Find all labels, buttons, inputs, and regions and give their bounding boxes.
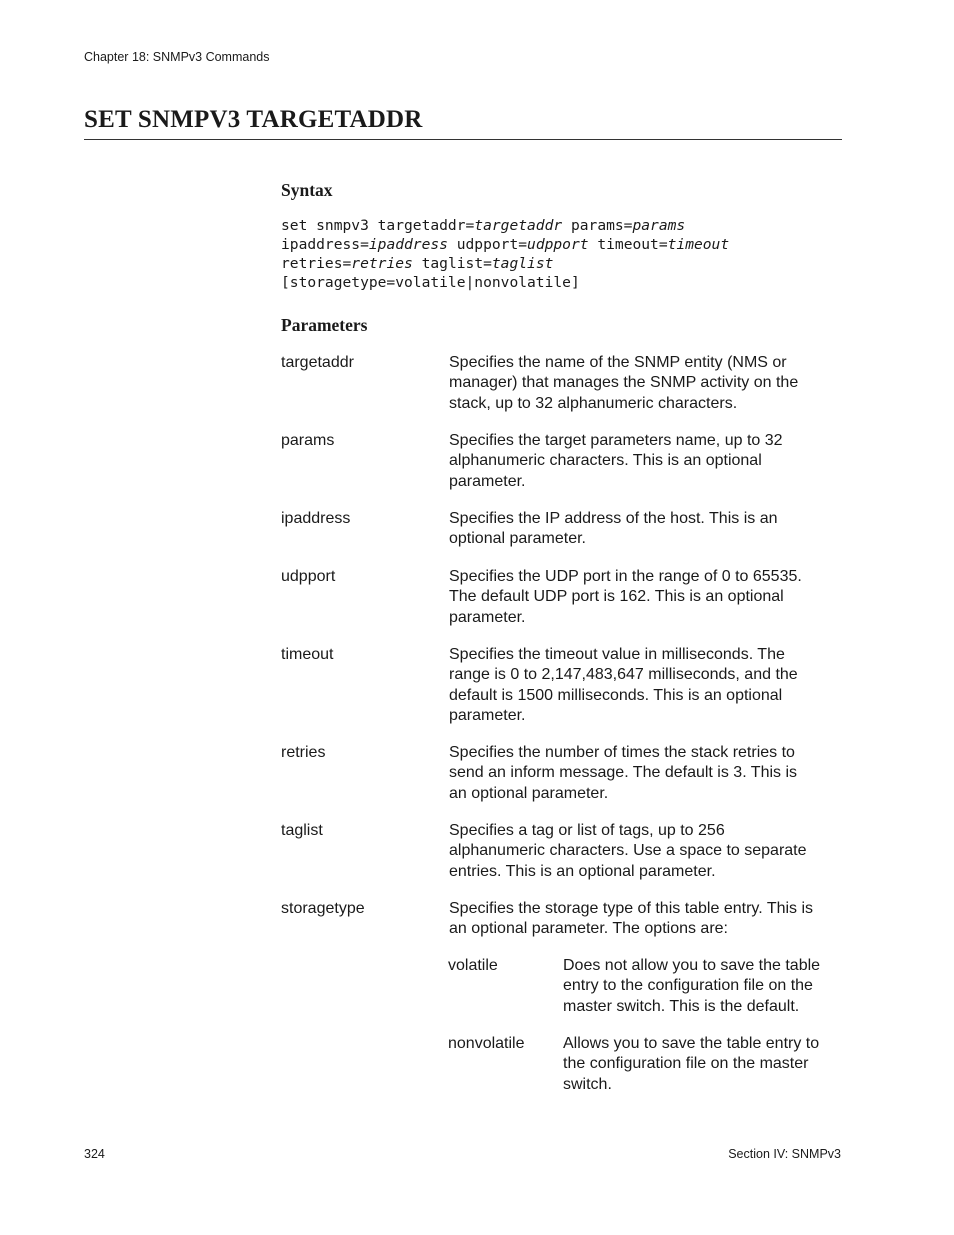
desc-line: Specifies the storage type of this table entry. This is	[449, 900, 814, 917]
param-name: timeout	[281, 646, 334, 663]
param-name: targetaddr	[281, 354, 354, 371]
syntax-placeholder: targetaddr	[474, 217, 563, 234]
param-description	[449, 645, 843, 726]
syntax-literal: params=	[562, 217, 633, 234]
desc-line: an optional parameter. The options are:	[449, 920, 728, 938]
desc-line: the configuration file on the master	[563, 1055, 809, 1073]
syntax-line	[281, 273, 841, 292]
syntax-literal: ipaddress=	[281, 236, 369, 253]
syntax-line	[281, 235, 841, 254]
param-description	[449, 899, 843, 940]
param-description	[449, 821, 843, 882]
syntax-literal: udpport=	[447, 236, 528, 253]
option-description	[563, 1034, 845, 1095]
desc-line: an optional parameter.	[449, 784, 609, 802]
desc-line: stack, up to 32 alphanumeric characters.	[449, 394, 738, 412]
param-name: retries	[281, 744, 326, 761]
desc-line: manager) that manages the SNMP activity on the	[449, 374, 799, 392]
syntax-placeholder: ipaddress	[368, 236, 448, 253]
syntax-code-block	[281, 216, 841, 292]
option-name: volatile	[448, 957, 498, 974]
desc-line: entry to the configuration file on the	[563, 977, 813, 995]
param-name: storagetype	[281, 900, 365, 917]
param-description	[449, 509, 843, 550]
param-name: udpport	[281, 568, 336, 585]
footer-section: Section IV: SNMPv3	[728, 1147, 841, 1161]
desc-line: Specifies the target parameters name, up to 32	[449, 432, 783, 449]
syntax-literal: taglist=	[412, 255, 492, 272]
parameters-heading: Parameters	[281, 315, 368, 335]
desc-line: Specifies the UDP port in the range of 0 to 65535.	[449, 568, 802, 585]
syntax-literal: [storagetype=volatile|nonvolatile]	[281, 274, 580, 291]
desc-line: entries. This is an optional parameter.	[449, 862, 716, 880]
param-description	[449, 743, 843, 804]
syntax-placeholder: params	[632, 217, 686, 234]
option-name: nonvolatile	[448, 1035, 525, 1052]
syntax-literal: retries=	[281, 255, 352, 272]
syntax-placeholder: taglist	[491, 255, 554, 272]
param-name: ipaddress	[281, 510, 351, 527]
desc-line: The default UDP port is 162. This is an optional	[449, 588, 784, 606]
desc-line: Specifies the name of the SNMP entity (NMS or	[449, 354, 787, 371]
param-name: taglist	[281, 822, 323, 839]
syntax-line	[281, 254, 841, 273]
desc-line: Specifies the timeout value in milliseconds. The	[449, 646, 785, 663]
footer-page-number: 324	[84, 1147, 105, 1161]
desc-line: Specifies a tag or list of tags, up to 256	[449, 822, 725, 839]
syntax-placeholder: udpport	[527, 236, 589, 253]
desc-line: parameter.	[449, 608, 526, 626]
desc-line: Allows you to save the table entry to	[563, 1035, 820, 1052]
syntax-placeholder: retries	[351, 255, 413, 272]
syntax-placeholder: timeout	[667, 236, 730, 253]
desc-line: switch.	[563, 1075, 612, 1093]
desc-line: default is 1500 milliseconds. This is an optional	[449, 686, 783, 704]
desc-line: send an inform message. The default is 3. This is	[449, 764, 798, 782]
syntax-line	[281, 216, 841, 235]
desc-line: Specifies the IP address of the host. This is an	[449, 510, 778, 527]
page-title: SET SNMPV3 TARGETADDR	[84, 106, 423, 133]
desc-line: range is 0 to 2,147,483,647 milliseconds, and the	[449, 666, 798, 684]
desc-line: master switch. This is the default.	[563, 997, 800, 1015]
desc-line: parameter.	[449, 472, 526, 490]
desc-line: Does not allow you to save the table	[563, 957, 821, 974]
desc-line: alphanumeric characters. Use a space to separate	[449, 842, 807, 860]
syntax-heading: Syntax	[281, 180, 333, 200]
param-description	[449, 431, 843, 492]
param-name: params	[281, 432, 335, 449]
syntax-literal: timeout=	[588, 236, 668, 253]
desc-line: optional parameter.	[449, 530, 586, 548]
desc-line: parameter.	[449, 706, 526, 724]
syntax-literal: set snmpv3 targetaddr=	[281, 217, 475, 234]
param-description	[449, 353, 843, 414]
title-rule	[84, 139, 842, 140]
option-description	[563, 956, 845, 1017]
param-description	[449, 567, 843, 628]
chapter-header: Chapter 18: SNMPv3 Commands	[84, 50, 270, 64]
desc-line: alphanumeric characters. This is an optional	[449, 452, 762, 470]
desc-line: Specifies the number of times the stack retries to	[449, 744, 795, 761]
